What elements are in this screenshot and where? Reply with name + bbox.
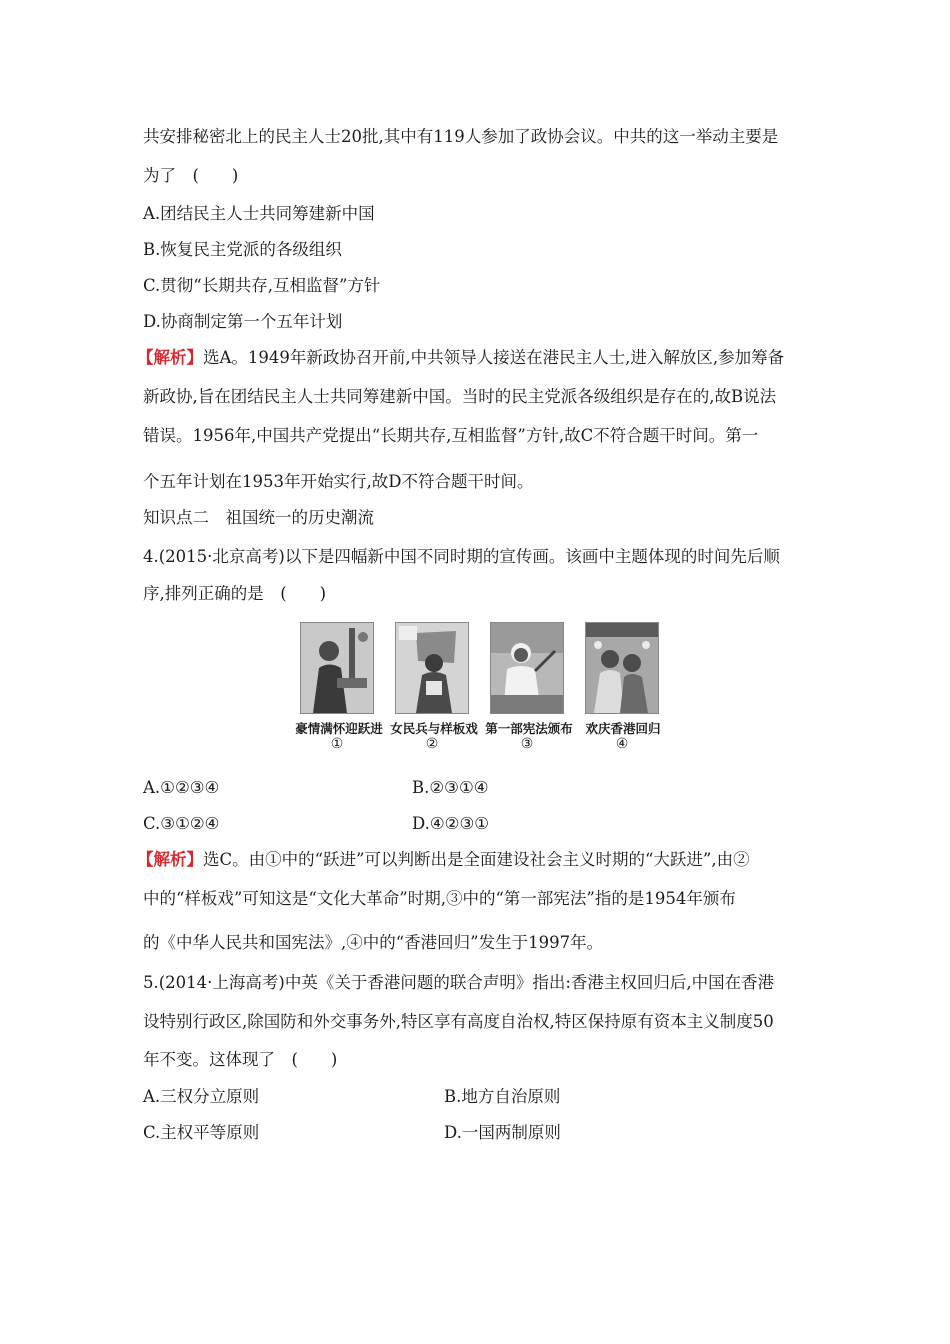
- poster-4-number: ④: [615, 736, 629, 752]
- q3-stem-line1: 共安排秘密北上的民主人士20批,其中有119人参加了政协会议。中共的这一举动主要是: [143, 127, 779, 146]
- analysis-tag: 【解析】: [137, 850, 203, 869]
- q5-option-b: B.地方自治原则: [444, 1087, 561, 1106]
- q3-option-a: A.团结民主人士共同筹建新中国: [143, 204, 375, 223]
- q4-stem-line1: 4.(2015·北京高考)以下是四幅新中国不同时期的宣传画。该画中主题体现的时间先后顺: [143, 547, 780, 566]
- poster-1-image: [300, 622, 374, 714]
- q3-option-c: C.贯彻“长期共存,互相监督”方针: [143, 276, 381, 295]
- q5-stem-line2: 设特别行政区,除国防和外交事务外,特区享有高度自治权,特区保持原有资本主义制度50: [143, 1012, 774, 1031]
- q3-option-b: B.恢复民主党派的各级组织: [143, 240, 342, 259]
- q4-option-b: B.②③①④: [412, 778, 489, 797]
- q3-analysis-line1: 【解析】选A。1949年新政协召开前,中共领导人接送在港民主人士,进入解放区,参加筹备: [137, 348, 785, 367]
- poster-2-image: [395, 622, 469, 714]
- poster-3-number: ③: [520, 736, 534, 752]
- poster-2-caption: 女民兵与样板戏: [390, 721, 478, 736]
- poster-3-caption: 第一部宪法颁布: [485, 721, 573, 736]
- q4-option-c: C.③①②④: [143, 814, 220, 833]
- poster-1-number: ①: [330, 736, 344, 752]
- poster-1-caption: 豪情满怀迎跃进: [295, 721, 383, 736]
- poster-4-image: [585, 622, 659, 714]
- q3-analysis-line3: 错误。1956年,中国共产党提出“长期共存,互相监督”方针,故C不符合题干时间。第一: [143, 426, 759, 445]
- q4-option-a: A.①②③④: [143, 778, 220, 797]
- q5-option-c: C.主权平等原则: [143, 1123, 260, 1142]
- analysis-tag: 【解析】: [137, 348, 203, 367]
- q3-analysis-line2: 新政协,旨在团结民主人士共同筹建新中国。当时的民主党派各级组织是存在的,故B说法: [143, 387, 777, 406]
- q3-stem-line2: 为了 ( ): [143, 166, 239, 185]
- q5-option-a: A.三权分立原则: [143, 1087, 260, 1106]
- poster-2-number: ②: [425, 736, 439, 752]
- section-heading: 知识点二 祖国统一的历史潮流: [143, 508, 374, 527]
- poster-4-caption: 欢庆香港回归: [585, 721, 661, 736]
- q4-option-d: D.④②③①: [412, 814, 490, 833]
- q4-analysis-line2: 中的“样板戏”可知这是“文化大革命”时期,③中的“第一部宪法”指的是1954年颁布: [143, 889, 736, 908]
- q3-option-d: D.协商制定第一个五年计划: [143, 312, 343, 331]
- poster-3-image: [490, 622, 564, 714]
- q5-option-d: D.一国两制原则: [444, 1123, 561, 1142]
- q5-stem-line3: 年不变。这体现了 ( ): [143, 1050, 338, 1069]
- poster-figure: [295, 622, 675, 752]
- q4-analysis-line3: 的《中华人民共和国宪法》,④中的“香港回归”发生于1997年。: [143, 933, 604, 952]
- q4-stem-line2: 序,排列正确的是 ( ): [143, 584, 327, 603]
- q3-analysis-line4: 个五年计划在1953年开始实行,故D不符合题干时间。: [143, 472, 534, 491]
- q5-stem-line1: 5.(2014·上海高考)中英《关于香港问题的联合声明》指出:香港主权回归后,中国在香港: [143, 973, 775, 992]
- q4-analysis-line1: 【解析】选C。由①中的“跃进”可以判断出是全面建设社会主义时期的“大跃进”,由②: [137, 850, 750, 869]
